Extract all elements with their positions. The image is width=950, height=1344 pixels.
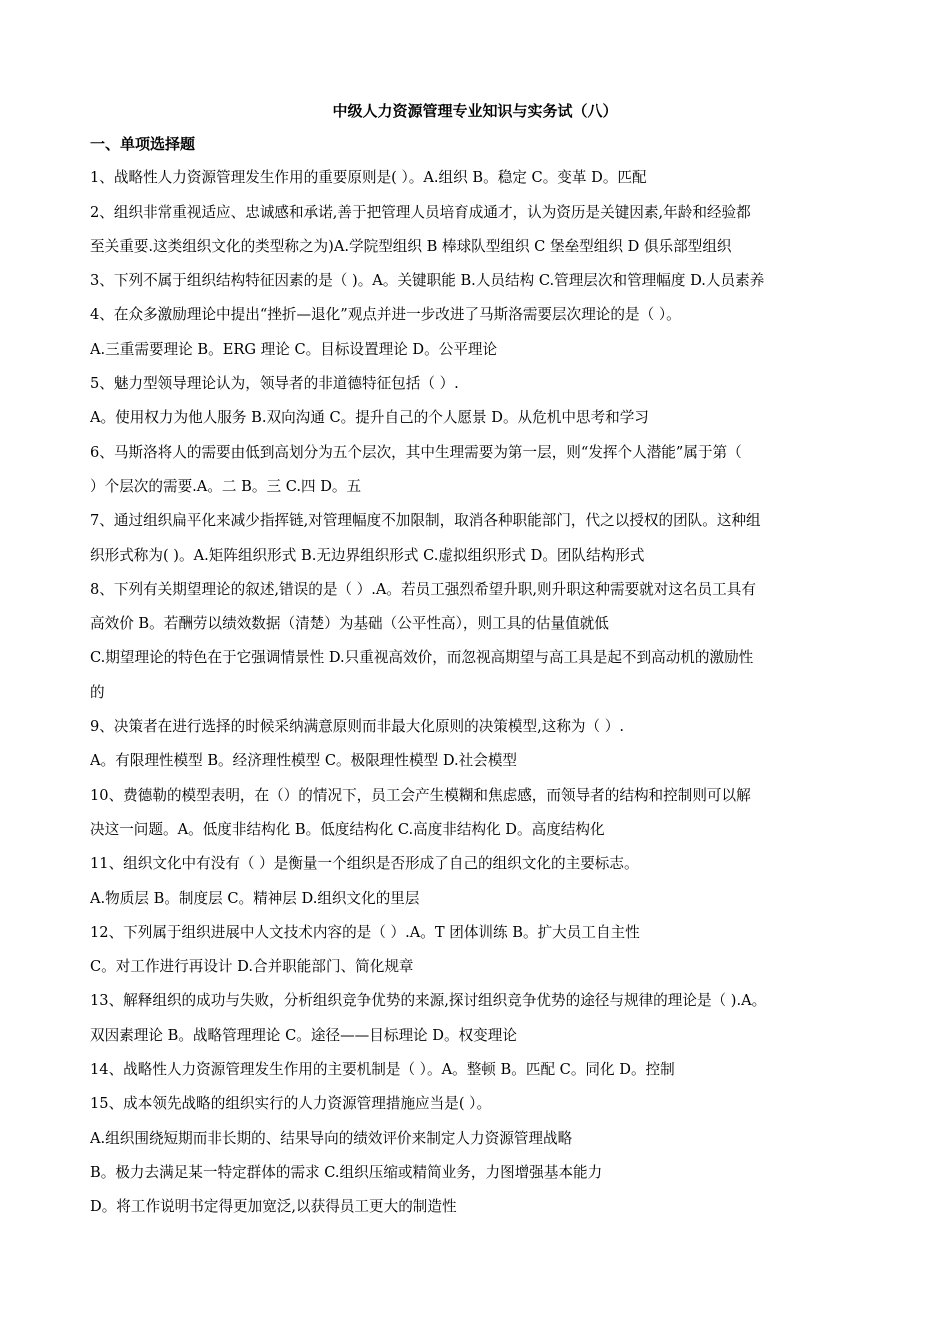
text-line: C。对工作进行再设计 D.合并职能部门、简化规章 [90,958,414,976]
text-line: 13、解释组织的成功与失败，分析组织竞争优势的来源,探讨组织竞争优势的途径与规律的理论是（ ).A。 [90,992,767,1010]
text-line: 织形式称为( )。A.矩阵组织形式 B.无边界组织形式 C.虚拟组织形式 D。团队结构形式 [90,546,645,564]
text-line: ）个层次的需要.A。二 B。三 C.四 D。五 [90,477,362,495]
text-line: 高效价 B。若酬劳以绩效数据（清楚）为基础（公平性高），则工具的估量值就低 [90,615,609,633]
text-line: 15、成本领先战略的组织实行的人力资源管理措施应当是( ）。 [90,1095,492,1113]
text-line: A。有限理性模型 B。经济理性模型 C。极限理性模型 D.社会模型 [90,752,518,770]
section-heading: 一、单项选择题 [90,135,196,153]
text-line: 8、下列有关期望理论的叙述,错误的是（ ）.A。若员工强烈希望升职,则升职这种需要就对这名员工具有 [90,580,756,598]
text-line: 1、战略性人力资源管理发生作用的重要原则是( ）。A.组织 B。稳定 C。变革 D。匹配 [90,169,647,187]
text-line: 双因素理论 B。战略管理理论 C。途径——目标理论 D。权变理论 [90,1026,517,1044]
text-line: C.期望理论的特色在于它强调情景性 D.只重视高效价，而忽视高期望与高工具是起不到高动机的激励性 [90,649,754,667]
text-line: B。极力去满足某一特定群体的需求 C.组织压缩或精简业务，力图增强基本能力 [90,1163,603,1181]
text-line: A.三重需要理论 B。ERG 理论 C。目标设置理论 D。公平理论 [90,340,498,358]
text-line: A.组织围绕短期而非长期的、结果导向的绩效评价来制定人力资源管理战略 [90,1129,573,1147]
text-line: A.物质层 B。制度层 C。精神层 D.组织文化的里层 [90,889,420,907]
question-lines [90,167,865,1230]
text-line: 14、战略性人力资源管理发生作用的主要机制是（ ）。A。整顿 B。匹配 C。同化 D。控制 [90,1061,675,1079]
text-line: A。使用权力为他人服务 B.双向沟通 C。提升自己的个人愿景 D。从危机中思考和学习 [90,409,649,427]
text-line: 2、组织非常重视适应、忠诚感和承诺,善于把管理人员培育成通才，认为资历是关键因素,年龄和经验都 [90,203,751,221]
document-body [90,133,865,1231]
text-line: 的 [90,683,105,701]
text-line: 11、组织文化中有没有（ ）是衡量一个组织是否形成了自己的组织文化的主要标志。 [90,855,639,873]
text-line: 3、下列不属于组织结构特征因素的是（ )。A。关键职能 B.人员结构 C.管理层次和管理幅度 D.人员素养 [90,272,765,290]
text-line: 7、通过组织扁平化来减少指挥链,对管理幅度不加限制，取消各种职能部门，代之以授权的团队。这种组 [90,512,761,530]
text-line: 12、下列属于组织进展中人文技术内容的是（ ）.A。T 团体训练 B。扩大员工自主性 [90,923,640,941]
text-line: 10、费德勒的模型表明，在（）的情况下，员工会产生模糊和焦虑感，而领导者的结构和控制则可以解 [90,786,751,804]
document-title: 中级人力资源管理专业知识与实务试（八） [332,102,618,120]
text-line: 6、马斯洛将人的需要由低到高划分为五个层次，其中生理需要为第一层，则“发挥个人潜能”属于第（ [90,443,742,461]
text-line: 5、魅力型领导理论认为，领导者的非道德特征包括（ ）. [90,375,459,393]
text-line: D。将工作说明书定得更加宽泛,以获得员工更大的制造性 [90,1198,457,1216]
text-line: 9、决策者在进行选择的时候采纳满意原则而非最大化原则的决策模型,这称为（ ）. [90,718,624,736]
text-line: 4、在众多激励理论中提出“挫折—退化”观点并进一步改进了马斯洛需要层次理论的是（ ）。 [90,306,681,324]
text-line: 决这一问题。A。低度非结构化 B。低度结构化 C.高度非结构化 D。高度结构化 [90,820,605,838]
text-line: 至关重要.这类组织文化的类型称之为)A.学院型组织 B 棒球队型组织 C 堡垒型组织 D 俱乐部型组织 [90,237,732,255]
